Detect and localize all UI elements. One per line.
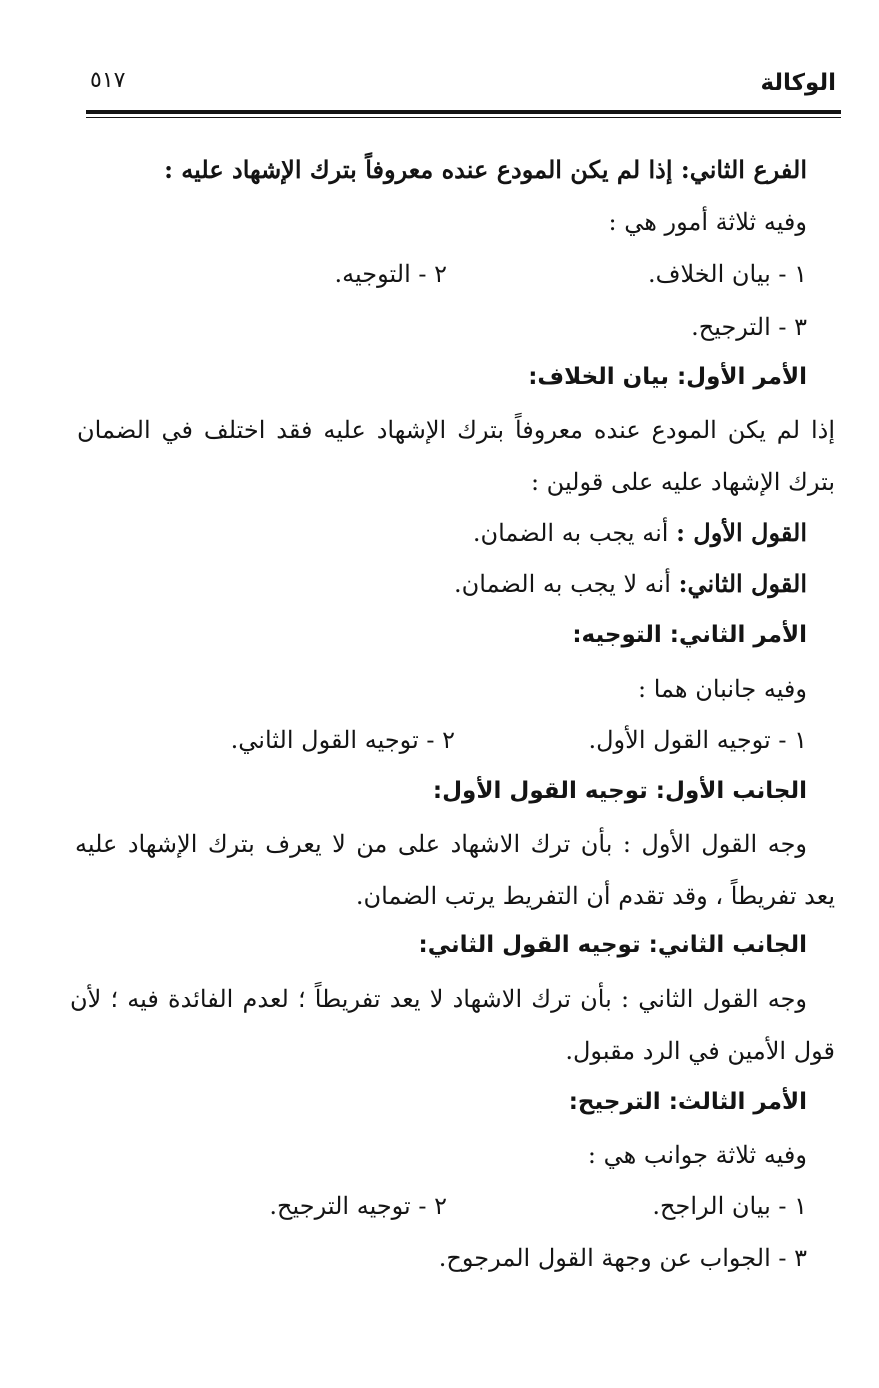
para1-line-1: إذا لم يكن المودع عنده معروفاً بترك الإشهاد عليه فقد اختلف في الضمان: [77, 416, 835, 444]
para3-line-2: قول الأمين في الرد مقبول.: [565, 1037, 835, 1065]
heading-matter-1: الأمر الأول: بيان الخلاف:: [528, 364, 807, 390]
intro-three-matters: وفيه ثلاثة أمور هي :: [608, 208, 807, 236]
list3-item-1: ١ - بيان الراجح.: [652, 1192, 807, 1220]
heading-side-1: الجانب الأول: توجيه القول الأول:: [432, 778, 807, 804]
heading-matter-3: الأمر الثالث: الترجيح:: [568, 1089, 807, 1115]
opinion-1: [472, 518, 807, 547]
heading-matter-2: الأمر الثاني: التوجيه:: [572, 622, 807, 648]
intro-two-sides: وفيه جانبان هما :: [638, 675, 807, 703]
list3-item-2: ٢ - توجيه الترجيح.: [269, 1192, 447, 1220]
opinion-2-label: القول الثاني:: [678, 569, 807, 598]
para1-line-2: بترك الإشهاد عليه على قولين :: [530, 468, 835, 496]
list3-item-3: ٣ - الجواب عن وجهة القول المرجوح.: [438, 1244, 807, 1272]
list2-item-1: ١ - توجيه القول الأول.: [588, 726, 807, 754]
header-rule-thin: [86, 117, 841, 118]
opinion-2-text: أنه لا يجب به الضمان.: [454, 570, 679, 598]
list1-item-3: ٣ - الترجيح.: [691, 313, 807, 341]
heading-branch: الفرع الثاني: إذا لم يكن المودع عنده معروفاً بترك الإشهاد عليه :: [164, 155, 807, 184]
para2-line-1: وجه القول الأول : بأن ترك الاشهاد على من لا يعرف بترك الإشهاد عليه: [75, 830, 807, 858]
list1-item-2: ٢ - التوجيه.: [334, 260, 447, 288]
heading-side-2: الجانب الثاني: توجيه القول الثاني:: [418, 932, 807, 958]
header-rule-thick: [86, 110, 841, 114]
running-header-title: الوكالة: [760, 70, 836, 96]
page-number: ٥١٧: [90, 68, 126, 93]
opinion-1-label: القول الأول :: [676, 518, 807, 547]
list2-item-2: ٢ - توجيه القول الثاني.: [230, 726, 455, 754]
para3-line-1: وجه القول الثاني : بأن ترك الاشهاد لا يعد تفريطاً ؛ لعدم الفائدة فيه ؛ لأن: [70, 985, 808, 1013]
opinion-1-text: أنه يجب به الضمان.: [472, 519, 677, 547]
opinion-2: [454, 569, 807, 598]
intro-three-sides: وفيه ثلاثة جوانب هي :: [587, 1141, 807, 1169]
para2-line-2: يعد تفريطاً ، وقد تقدم أن التفريط يرتب الضمان.: [355, 882, 835, 910]
list1-item-1: ١ - بيان الخلاف.: [647, 260, 807, 288]
